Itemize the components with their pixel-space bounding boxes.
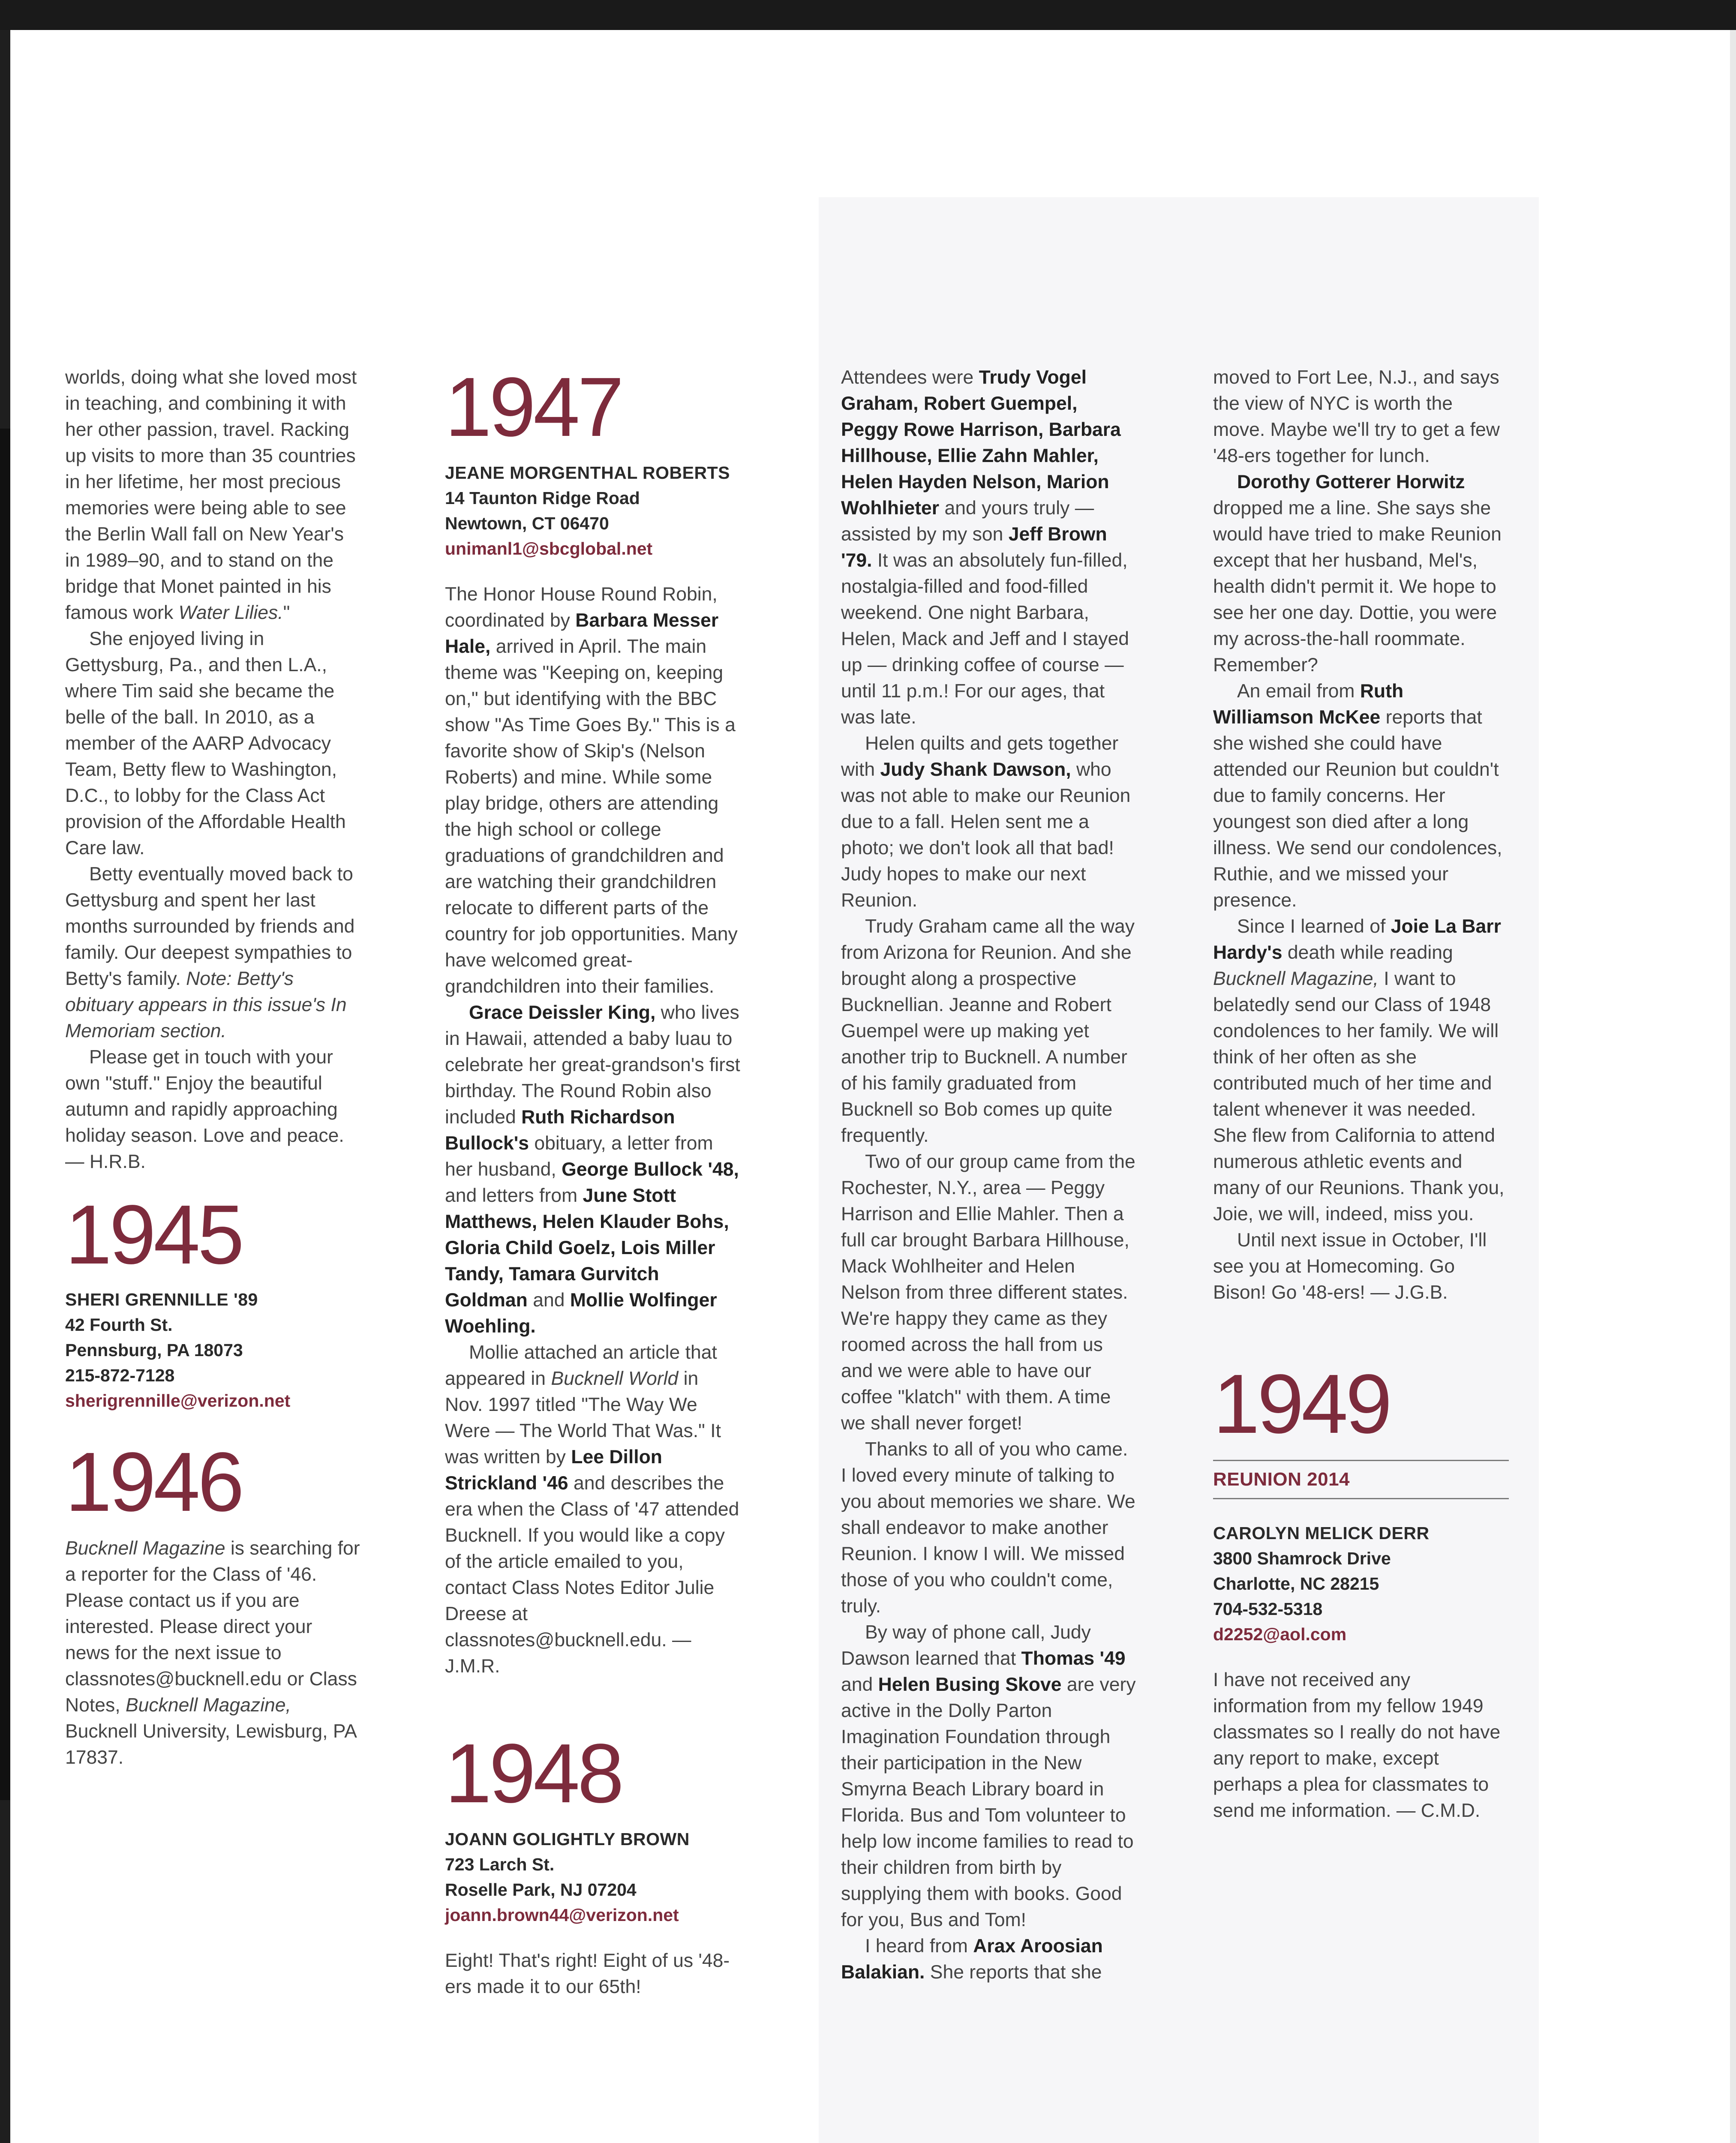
address-line: Pennsburg, PA 18073	[65, 1340, 243, 1360]
paragraph	[841, 364, 1137, 730]
bold-name: Ruth Richardson Bullock's	[445, 1107, 675, 1154]
paragraph	[445, 1339, 741, 1679]
class-1948-notes-end	[1213, 364, 1509, 1306]
bold-name: Arax Aroosian Balakian.	[841, 1936, 1103, 1983]
text: She reports that she	[925, 1962, 1102, 1983]
bold-name: Jeff Brown '79.	[841, 524, 1107, 571]
text: An email from	[1237, 681, 1360, 702]
class-1946-notes	[65, 1535, 361, 1771]
column-2	[445, 360, 741, 2000]
class-reporter-contact	[1213, 1521, 1509, 1647]
paragraph: Thanks to all of you who came. I loved every minute of talking to you about memories we share. We shall endeavor to make another Reunion. I know I will. We missed those of you who couldn't come, truly.	[841, 1439, 1135, 1617]
paragraph	[65, 861, 361, 1044]
class-year-heading: 1947	[445, 360, 622, 454]
bold-name: Dorothy Gotterer Horwitz	[1237, 471, 1465, 492]
reporter-name: SHERI GRENNILLE '89	[65, 1290, 258, 1309]
text: and	[841, 1674, 878, 1695]
reporter-name: JOANN GOLIGHTLY BROWN	[445, 1829, 690, 1849]
bold-name: Trudy Vogel Graham, Robert Guempel, Peggy Rowe Harrison, Barbara Hillhouse, Ellie Zahn Mahler, Helen Hayden Nelson, Marion Wohlhieter	[841, 367, 1121, 519]
italic-text: Bucknell Magazine,	[125, 1695, 291, 1716]
bold-name: Mollie Wolfinger Woehling.	[445, 1290, 717, 1337]
email-link[interactable]: unimanl1@sbcglobal.net	[445, 539, 653, 558]
class-year-heading: 1948	[445, 1726, 622, 1820]
text: who lives in Hawaii, attended a baby luau to celebrate her great-grandson's first birthday. The Round Robin also included	[445, 1002, 740, 1128]
text: reports that she wished she could have attended our Reunion but couldn't due to family concerns. Her youngest son died after a long illness. We send our condolences, Ruthie, and we missed your presence.	[1213, 707, 1502, 911]
text: worlds, doing what she loved most in teaching, and combining it with her other passion, travel. Racking up visits to more than 35 countries in her lifetime, her most precious memories were being able to see the Berlin Wall fall on New Year's in 1989–90, and to stand on the bridge that Monet painted in his famous work	[65, 367, 357, 623]
paragraph	[841, 730, 1137, 913]
text: Bucknell University, Lewisburg, PA 17837.	[65, 1721, 356, 1768]
paragraph	[841, 1933, 1137, 1985]
text: are very active in the Dolly Parton Imagination Foundation through their participation in the New Smyrna Beach Library board in Florida. Bus and Tom volunteer to help low income families to read to their children from birth by supplying them with books. Good for you, Bus and Tom!	[841, 1674, 1136, 1930]
class-1947-notes	[445, 581, 741, 1679]
reunion-banner: REUNION 2014	[1213, 1460, 1509, 1499]
text: obituary, a letter from her husband,	[445, 1133, 713, 1180]
text: and describes the era when the Class of '47 attended Bucknell. If you would like a copy of the article emailed to you, contact Class Notes Editor Julie Dreese at classnotes@bucknell.edu. — J.M.R.	[445, 1473, 739, 1677]
text: arrived in April. The main theme was "Keeping on, keeping on," but identifying with the BBC show "As Time Goes By." This is a favorite show of Skip's (Nelson Roberts) and mine. While some play bridge, others are attending the high school or college graduations of grandchildren and are watching their grandchildren relocate to different parts of the country for job opportunities. Many have welcomed great-grandchildren into their families.	[445, 636, 738, 997]
email-link[interactable]: d2252@aol.com	[1213, 1624, 1347, 1644]
italic-text: Bucknell Magazine	[65, 1538, 225, 1559]
address-line: 723 Larch St.	[445, 1855, 555, 1874]
text: who was not able to make our Reunion due to a fall. Helen sent me a photo; we don't look all that bad! Judy hopes to make our next Reunion.	[841, 759, 1131, 911]
scan-left-binding	[0, 429, 10, 1800]
paragraph: Until next issue in October, I'll see you at Homecoming. Go Bison! Go '48-ers! — J.G.B.	[1213, 1230, 1487, 1303]
class-reporter-contact	[65, 1287, 361, 1414]
italic-text: Bucknell Magazine,	[1213, 968, 1379, 989]
class-reporter-contact	[445, 1827, 741, 1928]
class-1948-notes-start	[445, 1948, 741, 2000]
class-year-heading: 1945	[65, 1188, 242, 1282]
paragraph	[1213, 678, 1509, 913]
address-line: 3800 Shamrock Drive	[1213, 1549, 1391, 1568]
paragraph	[445, 581, 741, 999]
text: Mollie attached an article that appeared in	[445, 1342, 717, 1389]
address-line: 14 Taunton Ridge Road	[445, 488, 640, 508]
bold-name: Lee Dillon Strickland '46	[445, 1447, 662, 1494]
paragraph: Please get in touch with your own "stuff." Enjoy the beautiful autumn and rapidly approaching holiday season. Love and peace. — H.R.B.	[65, 1047, 344, 1172]
phone: 215-872-7128	[65, 1366, 175, 1385]
paragraph: She enjoyed living in Gettysburg, Pa., and then L.A., where Tim said she became the belle of the ball. In 2010, as a member of the AARP Advocacy Team, Betty flew to Washington, D.C., to lobby for the Class Act provision of the Affordable Health Care law.	[65, 628, 346, 858]
italic-text: Note: Betty's obituary appears in this issue's In Memoriam section.	[65, 968, 347, 1041]
italic-text: Bucknell World	[551, 1368, 679, 1389]
class-year-heading: 1949	[1213, 1357, 1390, 1451]
text: and letters from	[445, 1185, 583, 1206]
paragraph: Two of our group came from the Rochester, N.Y., area — Peggy Harrison and Ellie Mahler. Then a full car brought Barbara Hillhouse, Mack Wohlheiter and Helen Nelson from three different states. We're happy they came as they roomed across the hall from us and we were able to have our coffee "klatch" with them. A time we shall never forget!	[841, 1151, 1135, 1434]
paragraph	[1213, 469, 1509, 678]
address-line: Newtown, CT 06470	[445, 513, 609, 533]
text: is searching for a reporter for the Class of '46. Please contact us if you are interested. Please direct your news for the next issue to classnotes@bucknell.edu or Class Notes,	[65, 1538, 360, 1716]
column-3	[841, 364, 1137, 1985]
bold-name: Ruth Williamson McKee	[1213, 681, 1404, 728]
text: The Honor House Round Robin, coordinated by	[445, 584, 718, 631]
paragraph	[65, 1535, 361, 1771]
scan-top-edge	[0, 0, 1736, 30]
text: and	[527, 1290, 570, 1311]
italic-text: Water Lilies.	[178, 602, 283, 623]
bold-name: June Stott Matthews, Helen Klauder Bohs, Gloria Child Goelz, Lois Miller Tandy, Tamara Gurvitch Goldman	[445, 1185, 729, 1311]
paragraph: moved to Fort Lee, N.J., and says the view of NYC is worth the move. Maybe we'll try to get a few '48-ers together for lunch.	[1213, 367, 1500, 466]
text: By way of phone call, Judy Dawson learned that	[841, 1622, 1091, 1669]
phone: 704-532-5318	[1213, 1599, 1323, 1619]
text: Since I learned of	[1237, 916, 1391, 937]
text: and yours truly — assisted by my son	[841, 498, 1094, 545]
text: dropped me a line. She says she would have tried to make Reunion except that her husband, Mel's, health didn't permit it. We hope to see her one day. Dottie, you were my across-the-hall roommate. Remember?	[1213, 498, 1502, 675]
email-link[interactable]: joann.brown44@verizon.net	[445, 1905, 679, 1925]
bold-name: Barbara Messer Hale,	[445, 610, 719, 657]
class-reporter-contact	[445, 460, 741, 561]
paragraph: Trudy Graham came all the way from Arizona for Reunion. And she brought along a prospective Bucknellian. Jeanne and Robert Guempel were up making yet another trip to Bucknell. A number of his family graduated from Bucknell so Bob comes up quite frequently.	[841, 916, 1135, 1146]
column-4	[1213, 364, 1509, 1824]
text: Attendees were	[841, 367, 979, 388]
bold-name: Joie La Barr Hardy's	[1213, 916, 1501, 963]
email-link[interactable]: sherigrennille@verizon.net	[65, 1391, 291, 1411]
address-line: Roselle Park, NJ 07204	[445, 1880, 637, 1900]
scan-right-edge	[1730, 30, 1736, 2143]
text: I heard from	[865, 1936, 973, 1957]
paragraph: I have not received any information from my fellow 1949 classmates so I really do not have any report to make, except perhaps a plea for classmates to send me information. — C.M.D.	[1213, 1669, 1501, 1821]
bold-name: Judy Shank Dawson,	[880, 759, 1071, 780]
class-1948-notes-continued	[841, 364, 1137, 1985]
text: in Nov. 1997 titled "The Way We Were — The World That Was." It was written by	[445, 1368, 721, 1468]
paragraph	[841, 1619, 1137, 1933]
paragraph	[445, 999, 741, 1339]
text: It was an absolutely fun-filled, nostalgia-filled and food-filled weekend. One night Barbara, Helen, Mack and Jeff and I stayed up — drinking coffee of course — until 11 p.m.! For our ages, that was late.	[841, 550, 1129, 728]
class-1944-continued	[65, 364, 361, 1175]
text: I want to belatedly send our Class of 1948 condolences to her family. We will think of her often as she contributed much of her time and talent whenever it was needed. She flew from California to attend numerous athletic events and many of our Reunions. Thank you, Joie, we will, indeed, miss you.	[1213, 968, 1505, 1225]
text: Betty eventually moved back to Gettysburg and spent her last months surrounded by friends and family. Our deepest sympathies to Betty's family.	[65, 864, 355, 989]
bold-name: Helen Busing Skove	[878, 1674, 1062, 1695]
class-1949-notes	[1213, 1667, 1509, 1824]
address-line: Charlotte, NC 28215	[1213, 1574, 1379, 1594]
text: Helen quilts and gets together with	[841, 733, 1119, 780]
bold-name: Grace Deissler King,	[469, 1002, 656, 1023]
bold-name: George Bullock '48,	[562, 1159, 739, 1180]
bold-name: Thomas '49	[1021, 1648, 1126, 1669]
address-line: 42 Fourth St.	[65, 1315, 173, 1335]
paragraph	[1213, 913, 1509, 1227]
reporter-name: CAROLYN MELICK DERR	[1213, 1523, 1430, 1543]
column-1	[65, 364, 361, 1771]
paragraph: Eight! That's right! Eight of us '48-ers made it to our 65th!	[445, 1950, 730, 1997]
reporter-name: JEANE MORGENTHAL ROBERTS	[445, 463, 730, 483]
paragraph	[65, 364, 361, 626]
text: death while reading	[1282, 942, 1453, 963]
text: "	[283, 602, 290, 623]
class-year-heading: 1946	[65, 1435, 242, 1529]
